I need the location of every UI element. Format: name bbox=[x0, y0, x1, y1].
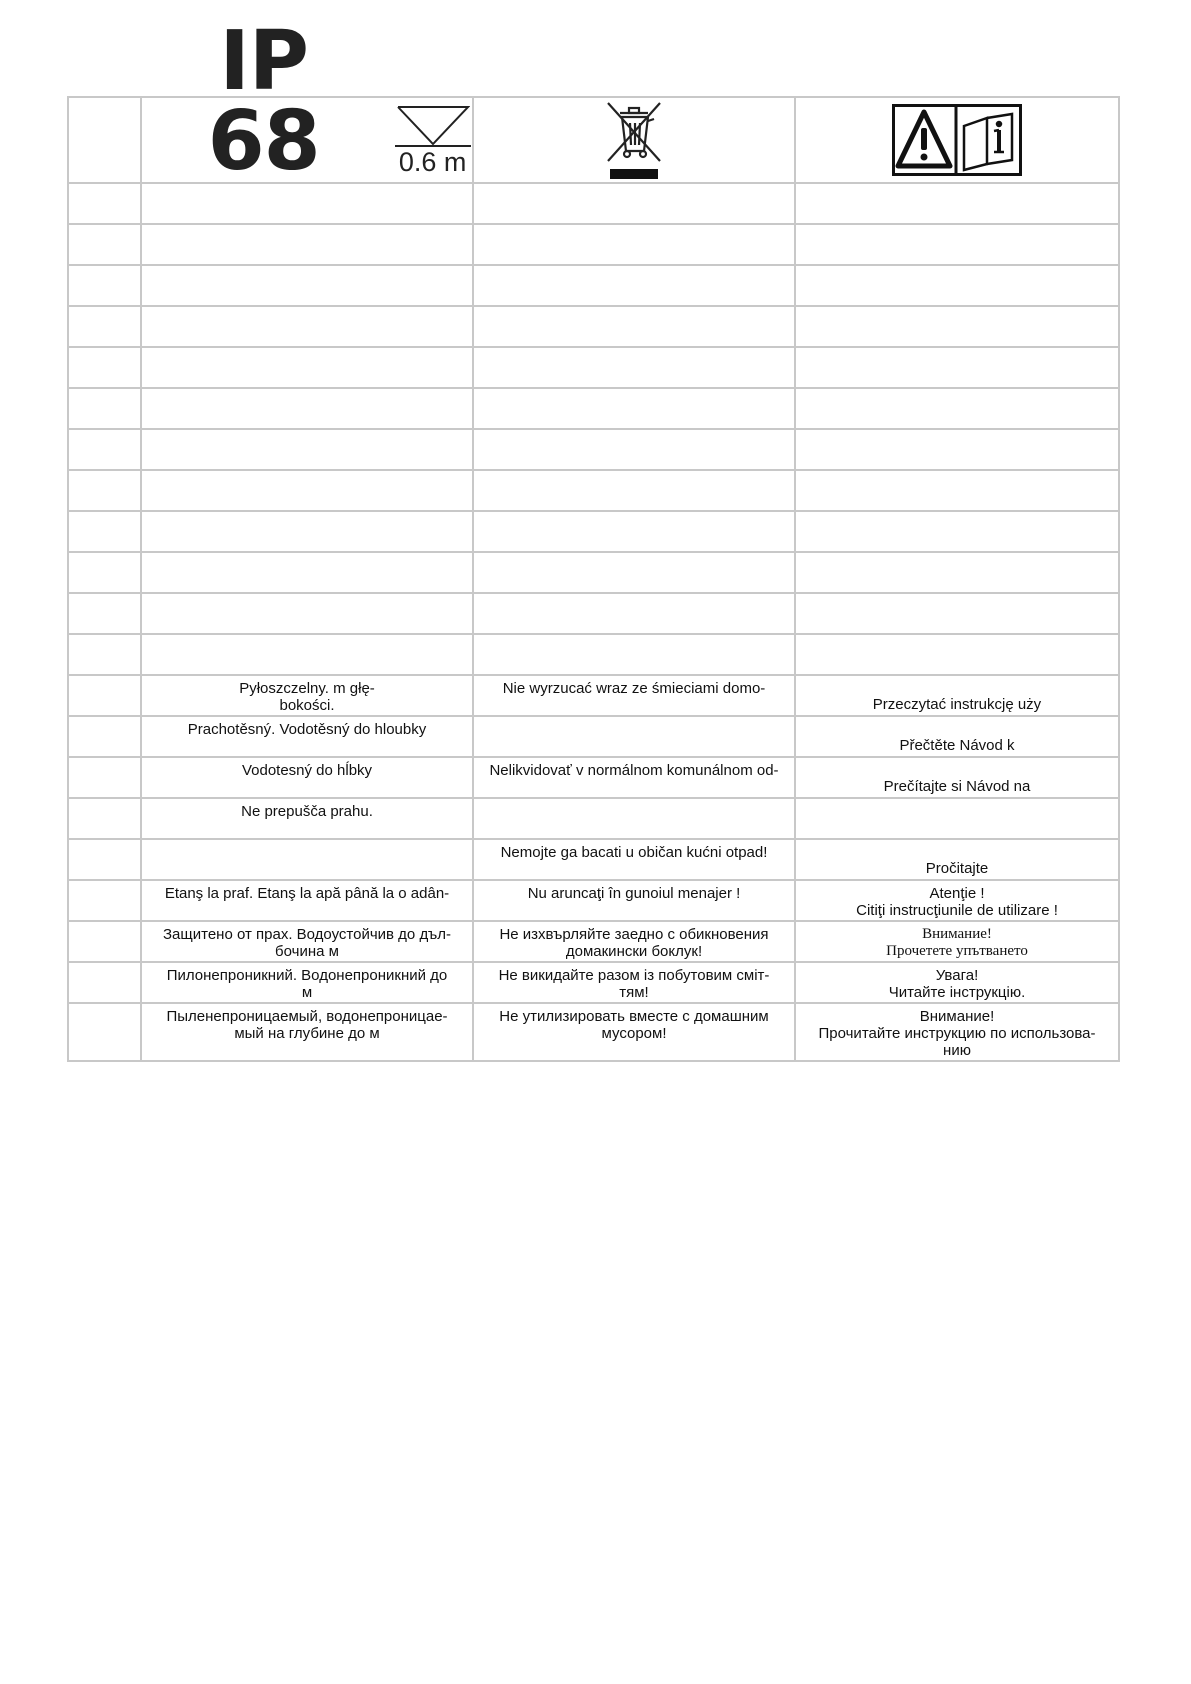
read-manual-cell bbox=[795, 224, 1119, 265]
read-manual-cell bbox=[795, 470, 1119, 511]
dust-waterproof-cell bbox=[141, 511, 473, 552]
dust-waterproof-text bbox=[142, 266, 472, 270]
dust-waterproof-cell bbox=[141, 306, 473, 347]
waste-disposal-text bbox=[474, 635, 794, 639]
language-cell bbox=[68, 224, 141, 265]
waste-disposal-text bbox=[474, 266, 794, 270]
waste-disposal-cell bbox=[473, 183, 795, 224]
crossed-out-wheelie-bin-icon bbox=[602, 99, 666, 181]
dust-waterproof-cell bbox=[141, 757, 473, 798]
dust-waterproof-cell bbox=[141, 347, 473, 388]
warning-triangle-icon bbox=[898, 112, 950, 166]
language-cell bbox=[68, 552, 141, 593]
dust-waterproof-cell bbox=[141, 429, 473, 470]
dust-waterproof-cell bbox=[141, 798, 473, 839]
language-cell bbox=[68, 839, 141, 880]
language-cell bbox=[68, 183, 141, 224]
read-manual-text: Увага! Читайте інструкцію. bbox=[888, 967, 1026, 1001]
manual-warning-cell bbox=[795, 97, 1119, 183]
table-row bbox=[68, 962, 1119, 1003]
dust-waterproof-text: Пыленепроницаемый, водонепроницае- мый на глубине до м bbox=[166, 1008, 448, 1042]
read-manual-cell bbox=[795, 798, 1119, 839]
table-row bbox=[68, 798, 1119, 839]
read-manual-cell bbox=[795, 183, 1119, 224]
dust-waterproof-text bbox=[142, 635, 472, 639]
table-row bbox=[68, 265, 1119, 306]
waste-disposal-text: Nie wyrzucać wraz ze śmieciami domo- bbox=[502, 680, 766, 697]
table-row bbox=[68, 552, 1119, 593]
read-manual-text bbox=[796, 389, 1118, 393]
read-manual-text bbox=[796, 225, 1118, 229]
language-cell bbox=[68, 880, 141, 921]
waste-disposal-text bbox=[474, 430, 794, 434]
dust-waterproof-cell bbox=[141, 921, 473, 962]
read-manual-cell bbox=[795, 429, 1119, 470]
table-row bbox=[68, 880, 1119, 921]
read-manual-text: Prečítajte si Návod na bbox=[883, 778, 1031, 795]
table-row bbox=[68, 593, 1119, 634]
read-manual-cell bbox=[795, 347, 1119, 388]
dust-waterproof-text bbox=[142, 594, 472, 598]
waste-disposal-cell bbox=[473, 839, 795, 880]
language-cell bbox=[68, 511, 141, 552]
dust-waterproof-cell bbox=[141, 470, 473, 511]
dust-waterproof-text bbox=[142, 840, 472, 844]
read-manual-cell bbox=[795, 634, 1119, 675]
waste-disposal-cell bbox=[473, 347, 795, 388]
language-cell bbox=[68, 306, 141, 347]
ip-rating-cell bbox=[141, 14, 473, 189]
waste-disposal-text bbox=[474, 389, 794, 393]
waste-disposal-cell bbox=[473, 511, 795, 552]
waste-disposal-cell bbox=[473, 962, 795, 1003]
waste-disposal-text: Не изхвърляйте заедно с обикновения домакински боклук! bbox=[499, 926, 769, 960]
symbol-grid bbox=[67, 14, 1120, 1062]
dust-waterproof-text bbox=[142, 389, 472, 393]
read-manual-cell bbox=[795, 388, 1119, 429]
dust-waterproof-cell bbox=[141, 1003, 473, 1061]
dust-waterproof-text: Пилонепроникний. Водонепроникний до м bbox=[166, 967, 448, 1001]
dust-waterproof-text: Etanş la praf. Etanş la apă până la o adân- bbox=[164, 885, 450, 902]
dust-waterproof-cell bbox=[141, 675, 473, 716]
language-cell bbox=[68, 347, 141, 388]
waste-disposal-text: Nelikvidovať v normálnom komunálnom od- bbox=[489, 762, 779, 779]
read-manual-cell bbox=[795, 757, 1119, 798]
waste-disposal-cell bbox=[473, 593, 795, 634]
waste-disposal-text bbox=[474, 594, 794, 598]
dust-waterproof-text bbox=[142, 225, 472, 229]
read-manual-cell bbox=[795, 675, 1119, 716]
table-row bbox=[68, 634, 1119, 675]
dust-waterproof-cell bbox=[141, 388, 473, 429]
dust-waterproof-cell bbox=[141, 552, 473, 593]
table-row bbox=[68, 839, 1119, 880]
dust-waterproof-text: Prachotěsný. Vodotěsný do hloubky bbox=[187, 721, 427, 738]
language-cell bbox=[68, 388, 141, 429]
waste-disposal-text bbox=[474, 348, 794, 352]
language-cell bbox=[68, 716, 141, 757]
dust-waterproof-text bbox=[142, 471, 472, 475]
read-manual-text bbox=[796, 799, 1118, 803]
dust-waterproof-text bbox=[142, 307, 472, 311]
ip-rating-text: IP 68 bbox=[207, 14, 320, 189]
waste-disposal-cell bbox=[473, 880, 795, 921]
waste-disposal-cell bbox=[473, 798, 795, 839]
waste-disposal-cell bbox=[473, 1003, 795, 1061]
dust-waterproof-cell bbox=[141, 634, 473, 675]
read-manual-text bbox=[796, 594, 1118, 598]
read-manual-text: Внимание! Прочетете упътването bbox=[886, 926, 1028, 959]
dust-waterproof-cell bbox=[141, 716, 473, 757]
warning-read-manual-icon bbox=[892, 104, 1022, 176]
waste-disposal-text bbox=[474, 512, 794, 516]
read-manual-cell bbox=[795, 839, 1119, 880]
dust-waterproof-text: Pyłoszczelny. m głę- bokości. bbox=[239, 680, 375, 714]
waste-disposal-cell bbox=[473, 429, 795, 470]
read-manual-text bbox=[796, 635, 1118, 639]
language-cell bbox=[68, 265, 141, 306]
read-manual-cell bbox=[795, 962, 1119, 1003]
read-manual-cell bbox=[795, 593, 1119, 634]
waste-disposal-cell bbox=[473, 265, 795, 306]
waste-disposal-text bbox=[474, 471, 794, 475]
waste-disposal-cell bbox=[473, 634, 795, 675]
language-cell bbox=[68, 921, 141, 962]
waste-disposal-text: Не викидайте разом із побутовим сміт- тям! bbox=[498, 967, 770, 1001]
read-manual-text bbox=[796, 266, 1118, 270]
language-cell bbox=[68, 634, 141, 675]
table-row bbox=[68, 470, 1119, 511]
table-row bbox=[68, 347, 1119, 388]
read-manual-cell bbox=[795, 716, 1119, 757]
waste-disposal-text bbox=[474, 307, 794, 311]
table-row bbox=[68, 675, 1119, 716]
read-manual-text bbox=[796, 184, 1118, 188]
symbol-table bbox=[67, 14, 1118, 1062]
table-row bbox=[68, 716, 1119, 757]
dust-waterproof-text bbox=[142, 512, 472, 516]
waste-disposal-cell bbox=[473, 470, 795, 511]
read-manual-cell bbox=[795, 265, 1119, 306]
table-row bbox=[68, 183, 1119, 224]
waste-disposal-text bbox=[474, 225, 794, 229]
read-manual-cell bbox=[795, 880, 1119, 921]
language-cell bbox=[68, 97, 141, 183]
inverted-triangle-icon bbox=[396, 105, 470, 145]
dust-waterproof-cell bbox=[141, 880, 473, 921]
waste-disposal-text bbox=[474, 717, 794, 721]
dust-waterproof-text bbox=[142, 348, 472, 352]
waste-disposal-text bbox=[474, 553, 794, 557]
read-manual-text bbox=[796, 471, 1118, 475]
dust-waterproof-cell bbox=[141, 593, 473, 634]
language-cell bbox=[68, 675, 141, 716]
read-manual-cell bbox=[795, 511, 1119, 552]
language-cell bbox=[68, 798, 141, 839]
table-row bbox=[68, 757, 1119, 798]
read-manual-text bbox=[796, 512, 1118, 516]
read-manual-text bbox=[796, 553, 1118, 557]
waste-disposal-text: Не утилизировать вместе с домашним мусором! bbox=[499, 1008, 769, 1042]
waste-disposal-cell bbox=[473, 306, 795, 347]
waste-disposal-cell bbox=[473, 675, 795, 716]
waste-disposal-text bbox=[474, 799, 794, 803]
waste-disposal-text bbox=[474, 184, 794, 188]
table-row bbox=[68, 306, 1119, 347]
dust-waterproof-cell bbox=[141, 962, 473, 1003]
waste-disposal-text: Nu aruncaţi în gunoiul menajer ! bbox=[527, 885, 741, 902]
dust-waterproof-cell bbox=[141, 183, 473, 224]
dust-waterproof-text: Защитено от прах. Водоустойчив до дъл- бочина м bbox=[163, 926, 451, 960]
read-manual-text: Pročitajte bbox=[925, 860, 989, 877]
dust-waterproof-cell bbox=[141, 839, 473, 880]
read-manual-text: Внимание! Прочитайте инструкцию по использова- нию bbox=[818, 1008, 1096, 1059]
waste-disposal-cell bbox=[473, 716, 795, 757]
header-row bbox=[68, 97, 1119, 183]
read-manual-cell bbox=[795, 552, 1119, 593]
table-row bbox=[68, 224, 1119, 265]
language-cell bbox=[68, 962, 141, 1003]
language-cell bbox=[68, 593, 141, 634]
weee-cell bbox=[473, 97, 795, 183]
read-manual-text: Přečtěte Návod k bbox=[899, 737, 1015, 754]
submersion-depth-icon bbox=[393, 105, 472, 176]
read-manual-cell bbox=[795, 306, 1119, 347]
waste-disposal-cell bbox=[473, 388, 795, 429]
language-cell bbox=[68, 757, 141, 798]
dust-waterproof-cell bbox=[141, 224, 473, 265]
table-row bbox=[68, 429, 1119, 470]
dust-waterproof-text: Vodotesný do hĺbky bbox=[241, 762, 373, 779]
dust-waterproof-text: Ne prepušča prahu. bbox=[241, 803, 373, 820]
waste-disposal-text: Nemojte ga bacati u običan kućni otpad! bbox=[500, 844, 768, 861]
read-manual-text bbox=[796, 307, 1118, 311]
read-manual-text bbox=[796, 348, 1118, 352]
dust-waterproof-cell bbox=[141, 265, 473, 306]
waste-disposal-cell bbox=[473, 552, 795, 593]
depth-label: 0.6 m bbox=[395, 145, 471, 176]
table-row bbox=[68, 1003, 1119, 1061]
dust-waterproof-text bbox=[142, 553, 472, 557]
waste-disposal-cell bbox=[473, 224, 795, 265]
table-row bbox=[68, 511, 1119, 552]
dust-waterproof-text bbox=[142, 430, 472, 434]
read-manual-text: Przeczytać instrukcję uży bbox=[872, 696, 1042, 713]
waste-disposal-cell bbox=[473, 921, 795, 962]
read-manual-cell bbox=[795, 1003, 1119, 1061]
read-manual-cell bbox=[795, 921, 1119, 962]
language-cell bbox=[68, 1003, 141, 1061]
read-manual-text bbox=[796, 430, 1118, 434]
language-cell bbox=[68, 429, 141, 470]
table-row bbox=[68, 921, 1119, 962]
info-book-icon bbox=[964, 114, 1012, 170]
waste-disposal-cell bbox=[473, 757, 795, 798]
read-manual-text: Atenţie ! Citiţi instrucţiunile de utilizare ! bbox=[856, 885, 1058, 919]
language-cell bbox=[68, 470, 141, 511]
table-row bbox=[68, 388, 1119, 429]
